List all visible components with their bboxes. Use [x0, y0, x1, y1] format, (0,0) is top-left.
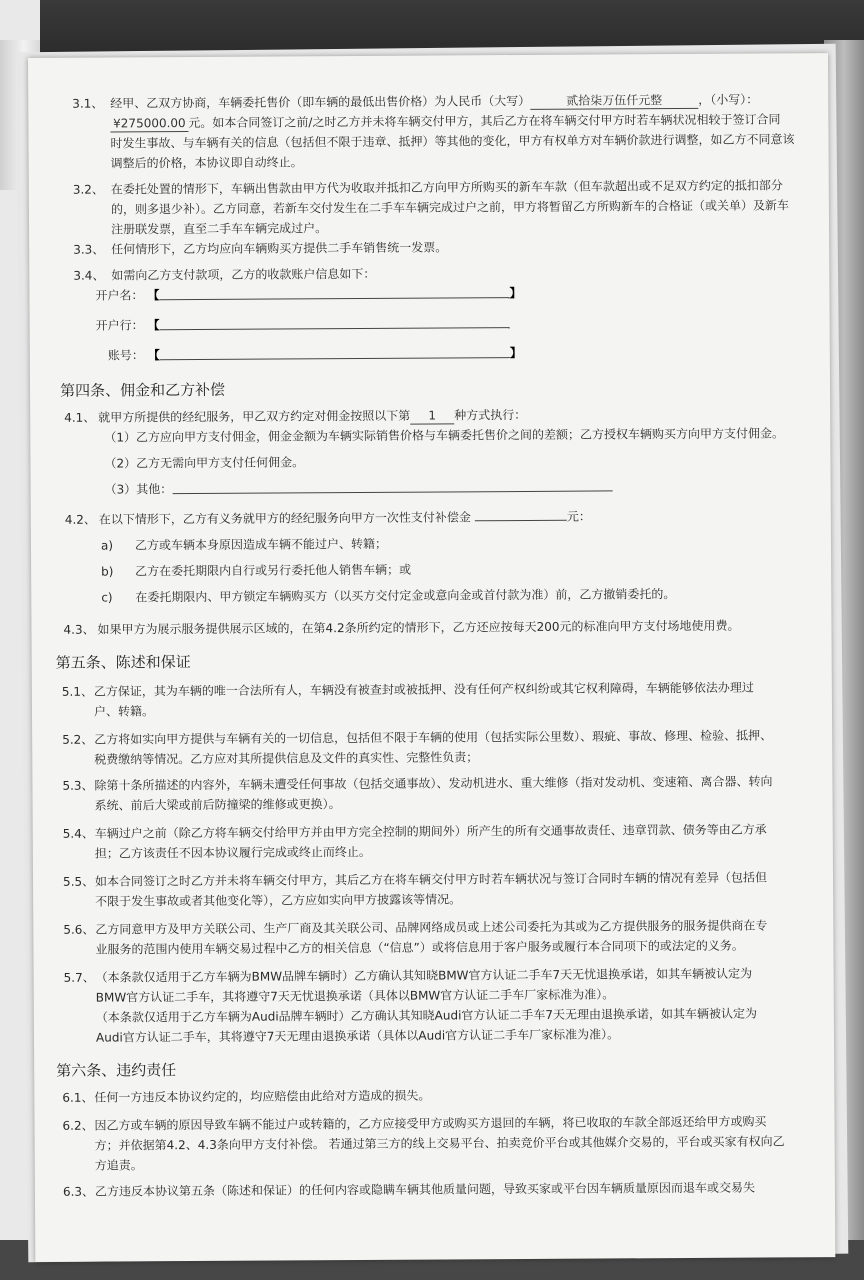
clause-6-2: 6.2、 因乙方或车辆的原因导致车辆不能过户或转籍的，乙方应接受甲方或购买方退回的车辆，将已收取的车款全部返还给甲方或购买 方；并依据第4.2、4.3条向甲方支付补偿。 若通过第三方的线上交易平台、拍卖竞价平台或其他媒介交易的，平台或买家有权向乙 方追责。	[62, 1114, 785, 1173]
account-name-field[interactable]	[159, 297, 509, 300]
compensation-amount-field[interactable]	[475, 520, 567, 522]
section-4-heading: 第四条、佣金和乙方补偿	[59, 380, 226, 400]
amount-lower-field[interactable]: ¥275000.00	[110, 115, 188, 132]
clause-3-2: 3.2、 在委托处置的情形下，车辆出售款由甲方代为收取并抵扣乙方向甲方所购买的新车车款（但车款超出或不足双方约定的抵扣部分 的，则多退少补）。乙方同意，若新车交付发生在二手车车辆完成过户之前，甲方将暂留乙方所购新车的合格证（或关单）及新车 注册联发票，直至二手车车辆完成过户。	[72, 178, 789, 237]
clause-5-6: 5.6、 乙方同意甲方及甲方关联公司、生产厂商及其关联公司、品牌网络成员或上述公司委托为其或为乙方提供服务的服务提供商在专 业服务的范围内使用车辆交易过程中乙方的相关信息（“信息”）或将信息用于客户服务或履行本合同项下的或法定的义务。	[63, 918, 768, 957]
account-number-field[interactable]	[160, 357, 510, 360]
account-name-label: 开户名：	[95, 288, 144, 303]
condition-b-text: 乙方在委托期限内自行或另行委托他人销售车辆；或	[135, 562, 412, 579]
bracket-open: 【	[147, 288, 160, 303]
account-number-label: 账号：	[107, 348, 144, 363]
commission-option-2: （2）乙方无需向甲方支付任何佣金。	[104, 455, 305, 471]
clause-3-1: 3.1、 经甲、乙双方协商，车辆委托售价（即车辆的最低出售价格）为人民币（大写） 贰拾柒万伍仟元整 ，（小写）： ¥275000.00 元。如本合同签订之前/之时乙方并未将车辆交付甲方，其后乙方在将车辆交付甲方时若车辆状况相较于签订合同 时发生事故、与车辆有关的信息（包括但不限于违章、抵押）等其他的变化，甲方有权单方对车辆价款进行调整，如乙方不同意该 调整后的价格，本协议即自动终止。	[72, 92, 795, 171]
bracket-open: 【	[147, 318, 160, 333]
clause-6-3: 6.3、 乙方违反本协议第五条（陈述和保证）的任何内容或隐瞒车辆其他质量问题，导致买家或平台因车辆质量原因而退车或交易失	[62, 1180, 755, 1199]
clause-3-3: 3.3、 任何情形下，乙方均应向车辆购买方提供二手车销售统一发票。	[73, 240, 448, 257]
bracket-close: 】	[509, 345, 522, 361]
clause-6-1: 6.1、 任何一方违反本协议约定的，均应赔偿由此给对方造成的损失。	[62, 1088, 431, 1105]
clause-5-3: 5.3、 除第十条所描述的内容外，车辆未遭受任何事故（包括交通事故）、发动机进水、重大维修（指对发动机、变速箱、离合器、转向 系统、前后大梁或前后防撞梁的维修或更换）。	[62, 774, 773, 813]
bracket-close: 】	[509, 285, 522, 301]
condition-c-label: c)	[101, 590, 113, 605]
clause-3-4: 3.4、 如需向乙方支付款项，乙方的收款账户信息如下：	[73, 266, 376, 283]
clause-4-3: 4.3、 如果甲方为展示服务提供展示区域的，在第4.2条所约定的情形下，乙方还应按每天200元的标准向甲方支付场地使用费。	[63, 618, 740, 637]
clause-5-1: 5.1、 乙方保证，其为车辆的唯一合法所有人，车辆没有被查封或被抵押、没有任何产权纠纷或其它权利障碍，车辆能够依法办理过 户、转籍。	[61, 680, 754, 719]
condition-b-label: b)	[101, 564, 114, 579]
amount-upper-field[interactable]: 贰拾柒万伍仟元整	[530, 92, 698, 110]
bracket-open: 【	[147, 348, 160, 363]
section-6-heading: 第六条、违约责任	[56, 1061, 177, 1080]
commission-option-1: （1）乙方应向甲方支付佣金，佣金金额为车辆实际销售价格与车辆委托售价之间的差额；乙方授权车辆购买方向甲方支付佣金。	[104, 426, 784, 445]
condition-c-text: 在委托期限内、甲方锁定车辆购买方（以买方交付定金或意向金或首付款为准）前，乙方撤销委托的。	[135, 587, 676, 605]
clause-5-7: 5.7、 （本条款仅适用于乙方车辆为BMW品牌车辆时）乙方确认其知晓BMW官方认证二手车7天无忧退换承诺，如其车辆被认定为 BMW官方认证二手车，其将遵守7天无忧退换承诺（具体以BMW官方认证二手车厂家标准为准）。 （本条款仅适用于乙方车辆为Audi品牌车辆时）乙方确认其知晓Audi官方认证二手车7天无理由退换承诺，如其车辆被认定为 Audi官方认证二手车，其将遵守7天无理由退换承诺（具体以Audi官方认证二手车厂家标准为准）。	[63, 966, 758, 1045]
clause-5-4: 5.4、 车辆过户之前（除乙方将车辆交付给甲方并由甲方完全控制的期间外）所产生的所有交通事故责任、违章罚款、债务等由乙方承 担；乙方该责任不因本协议履行完成或终止而终止。	[62, 822, 767, 861]
commission-option-field[interactable]: 1	[410, 407, 454, 424]
condition-a-text: 乙方或车辆本身原因造成车辆不能过户、转籍；	[134, 536, 388, 553]
account-bank-field[interactable]	[160, 327, 510, 330]
clause-5-2: 5.2、 乙方将如实向甲方提供与车辆有关的一切信息，包括但不限于车辆的使用（包括实际公里数）、瑕疵、事故、修理、检验、抵押、 税费缴纳等情况。乙方应对其所提供信息及文件的真实性、完整性负责；	[62, 728, 773, 767]
clause-4-1: 4.1、 就甲方所提供的经纪服务，甲乙双方约定对佣金按照以下第 1 种方式执行：	[64, 407, 527, 425]
clause-4-2: 4.2、 在以下情形下，乙方有义务就甲方的经纪服务向甲方一次性支付补偿金 元：	[64, 509, 591, 527]
section-5-heading: 第五条、陈述和保证	[55, 653, 191, 672]
condition-a-label: a)	[100, 538, 114, 553]
commission-option-3: （3）其他：	[104, 482, 173, 497]
clause-5-5: 5.5、 如本合同签订之时乙方并未将车辆交付甲方，其后乙方在将车辆交付甲方时若车辆状况与签订合同时车辆的情况有差异（包括但 不限于发生事故或者其他变化等），乙方应如实向甲方披露该等情况。	[62, 870, 768, 909]
contract-page	[28, 53, 835, 1262]
account-bank-label: 开户行：	[95, 318, 144, 333]
commission-other-field[interactable]	[173, 490, 613, 494]
